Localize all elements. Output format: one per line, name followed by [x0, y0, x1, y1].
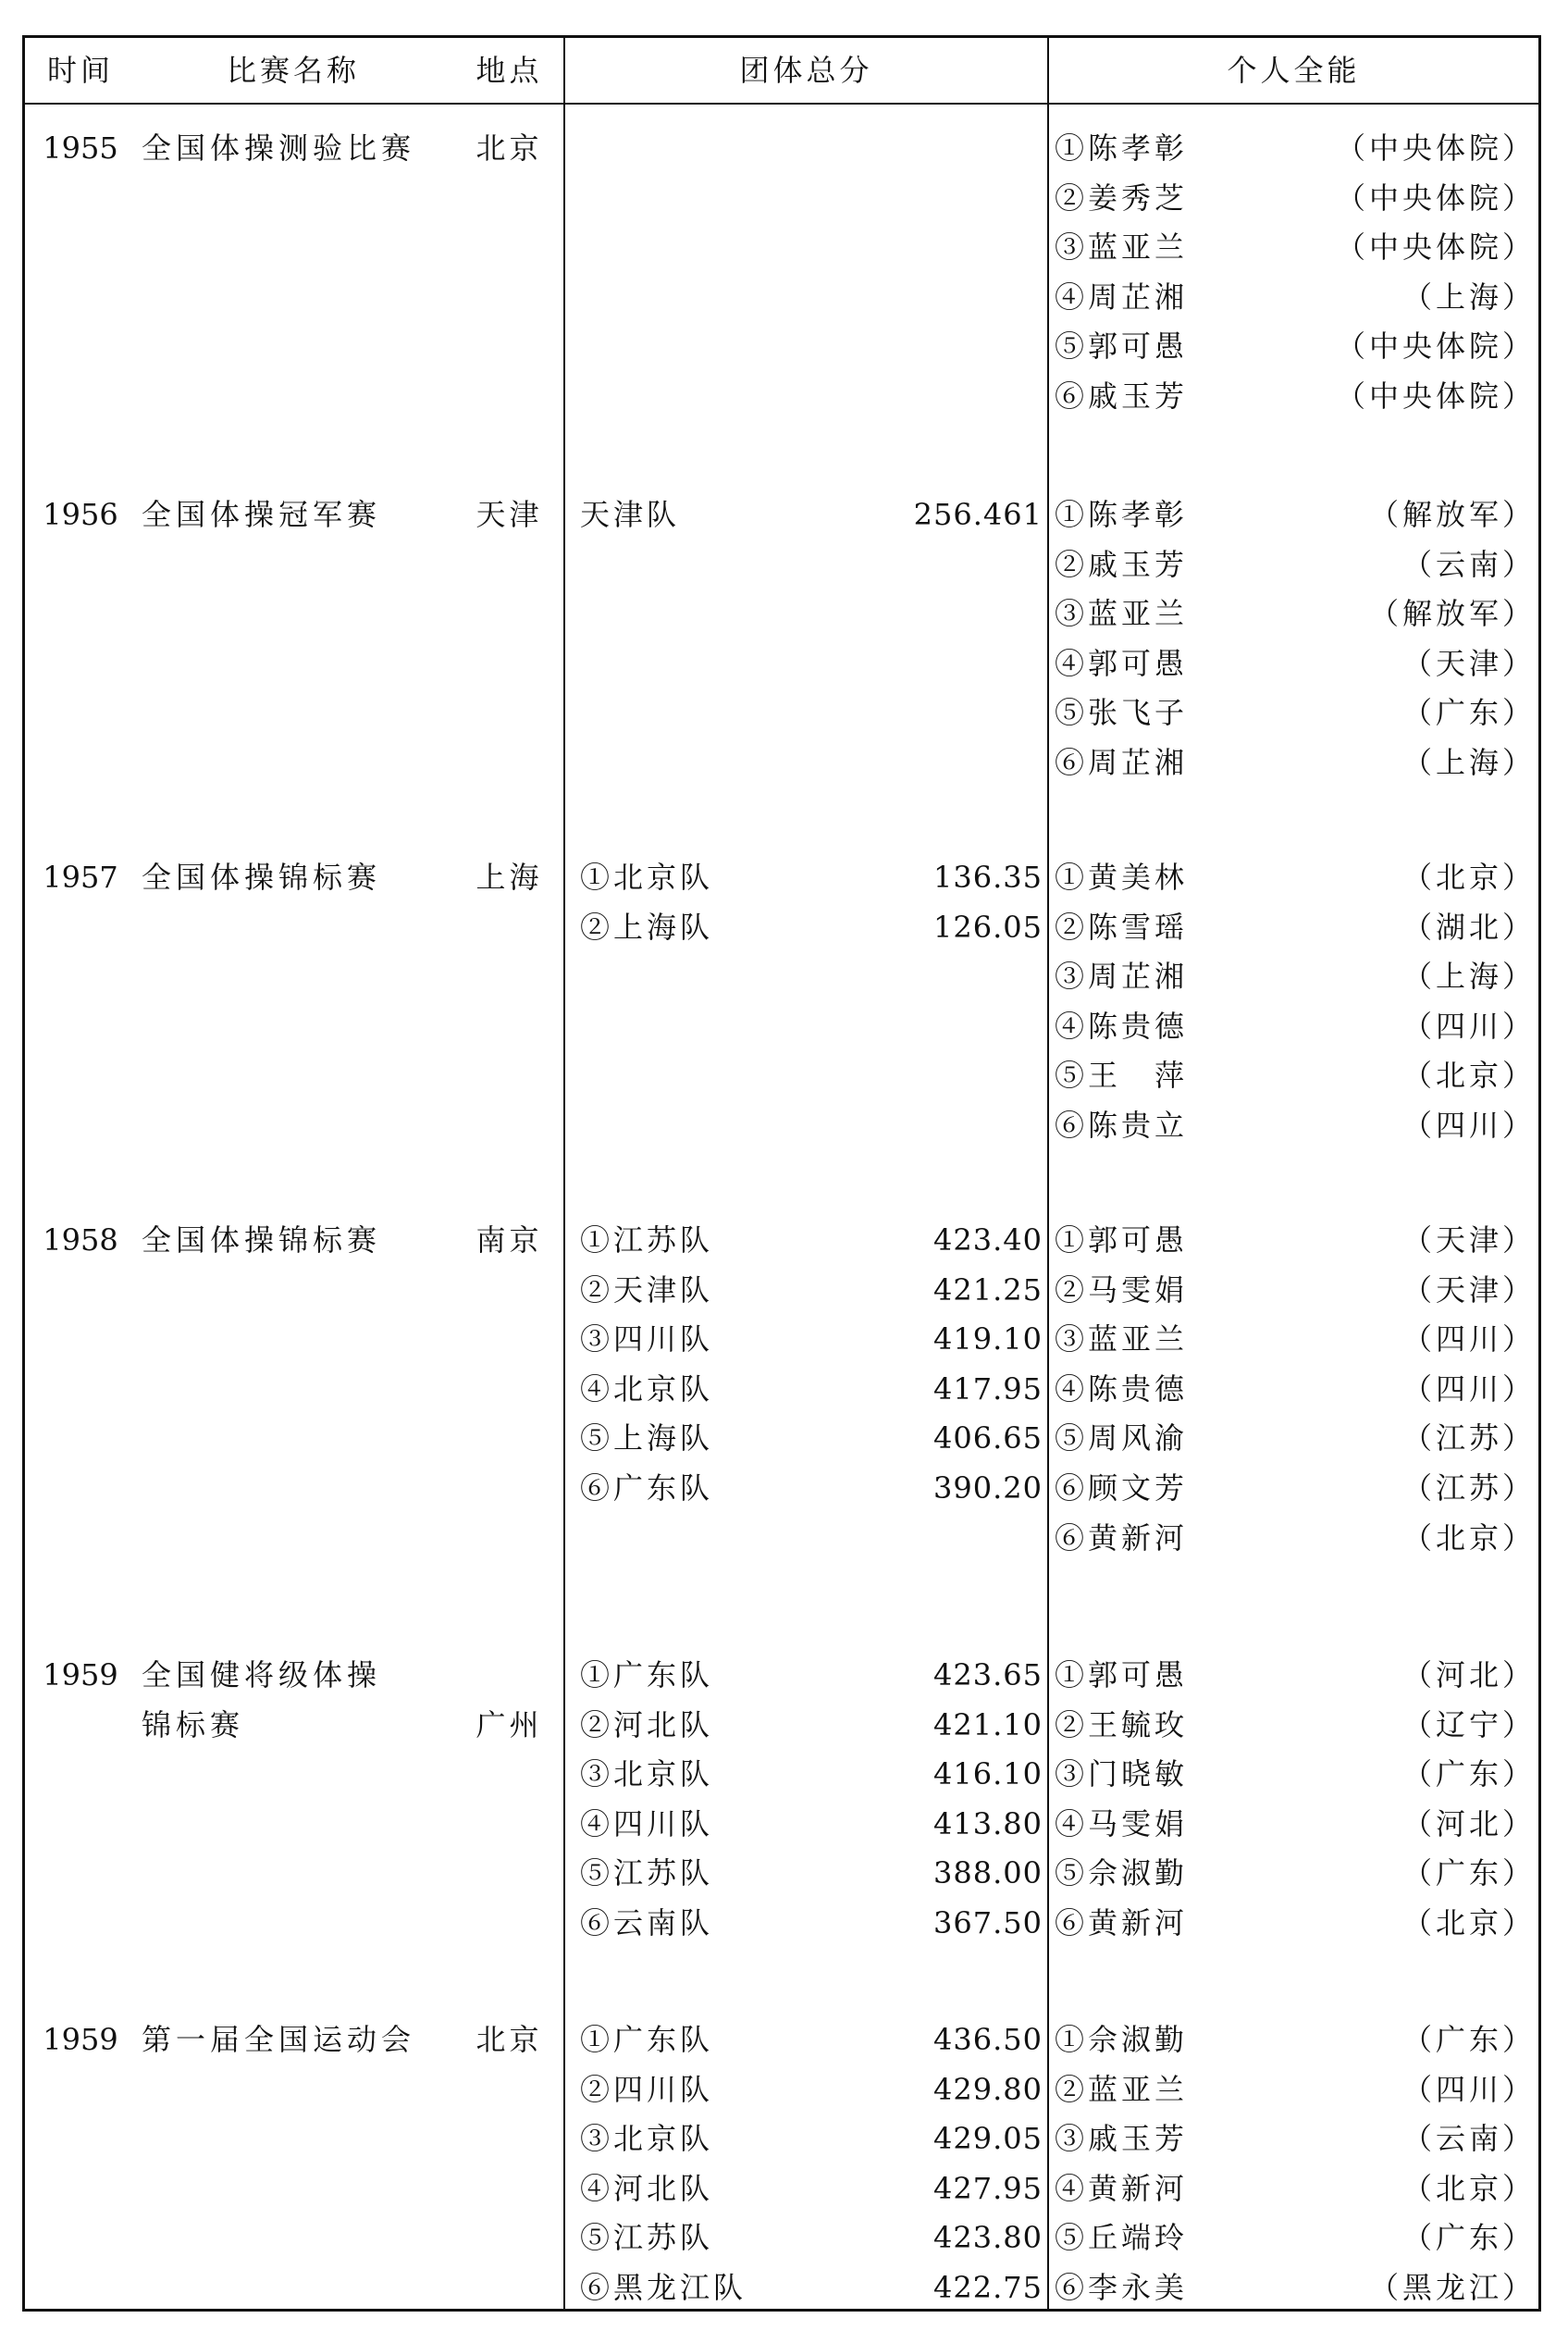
team-score: 429.80 [933, 2071, 1043, 2107]
athlete-unit: （中央体院） [1335, 378, 1536, 414]
athlete-unit: （广东） [1401, 1855, 1536, 1891]
team-name: ⑤上海队 [580, 1420, 714, 1457]
athlete-unit: （黑龙江） [1368, 2270, 1536, 2305]
team-name: ②上海队 [580, 909, 714, 945]
team-score: 126.05 [933, 909, 1043, 945]
athlete-name: ⑥周芷湘 [1055, 745, 1189, 780]
competition-location: 广州 [475, 1706, 543, 1742]
athlete-name: ⑥戚玉芳 [1055, 378, 1189, 414]
athlete-unit: （北京） [1401, 860, 1536, 895]
competition-name: 第一届全国运动会 [142, 2022, 416, 2057]
athlete-unit: （中央体院） [1335, 130, 1536, 166]
athlete-name: ①郭可愚 [1055, 1222, 1189, 1258]
athlete-unit: （中央体院） [1335, 229, 1536, 266]
athlete-name: ⑤佘淑勤 [1055, 1855, 1189, 1891]
athlete-unit: （中央体院） [1335, 180, 1536, 216]
athlete-name: ③蓝亚兰 [1055, 596, 1189, 632]
results-table [22, 35, 1541, 2312]
athlete-unit: （解放军） [1368, 497, 1536, 532]
team-name: ⑥广东队 [580, 1470, 714, 1506]
team-score: 367.50 [933, 1905, 1043, 1940]
competition-name: 锦标赛 [142, 1706, 245, 1742]
team-name: ①北京队 [580, 860, 714, 895]
competition-name: 全国体操锦标赛 [142, 860, 382, 895]
athlete-unit: （广东） [1401, 2220, 1536, 2256]
athlete-unit: （天津） [1401, 1222, 1536, 1258]
athlete-unit: （广东） [1401, 2022, 1536, 2057]
team-score: 416.10 [933, 1756, 1043, 1792]
team-name: ③四川队 [580, 1321, 714, 1357]
athlete-unit: （四川） [1401, 1008, 1536, 1044]
competition-location: 北京 [475, 130, 543, 166]
team-score: 421.25 [933, 1271, 1043, 1308]
athlete-name: ⑥黄新河 [1055, 1519, 1189, 1556]
team-name: ①广东队 [580, 1657, 714, 1692]
athlete-name: ⑥李永美 [1055, 2270, 1189, 2305]
athlete-name: ①陈孝彰 [1055, 497, 1189, 532]
athlete-unit: （北京） [1401, 2170, 1536, 2206]
header-all-around: 个人全能 [1227, 53, 1361, 88]
competition-location: 上海 [475, 860, 543, 895]
athlete-unit: （四川） [1401, 1321, 1536, 1357]
competition-year: 1959 [43, 1657, 118, 1692]
header-competition-name: 比赛名称 [226, 53, 360, 88]
athlete-name: ③蓝亚兰 [1055, 1321, 1189, 1357]
competition-name: 全国体操锦标赛 [142, 1222, 382, 1258]
athlete-unit: （中央体院） [1335, 329, 1536, 365]
athlete-name: ②戚玉芳 [1055, 546, 1189, 582]
athlete-name: ②蓝亚兰 [1055, 2071, 1189, 2107]
athlete-name: ⑤丘端玲 [1055, 2220, 1189, 2256]
header-team-total: 团体总分 [739, 53, 873, 88]
team-score: 429.05 [933, 2121, 1043, 2157]
team-score: 419.10 [933, 1321, 1043, 1357]
header-year: 时间 [46, 53, 114, 88]
team-score: 388.00 [933, 1855, 1043, 1891]
athlete-name: ①陈孝彰 [1055, 130, 1189, 166]
athlete-unit: （湖北） [1401, 909, 1536, 945]
header-location: 地点 [475, 53, 543, 88]
column-divider [1047, 38, 1049, 2309]
team-score: 417.95 [933, 1370, 1043, 1407]
column-divider [563, 38, 565, 2309]
team-score: 256.461 [913, 497, 1043, 532]
team-score: 423.80 [933, 2220, 1043, 2256]
athlete-name: ⑤王 萍 [1055, 1058, 1189, 1094]
athlete-name: ③周芷湘 [1055, 959, 1189, 995]
athlete-unit: （天津） [1401, 1271, 1536, 1308]
competition-year: 1959 [43, 2022, 118, 2057]
athlete-unit: （河北） [1401, 1805, 1536, 1841]
team-name: ②河北队 [580, 1706, 714, 1742]
team-name: ⑥云南队 [580, 1905, 714, 1940]
athlete-name: ①郭可愚 [1055, 1657, 1189, 1692]
competition-name: 全国健将级体操 [142, 1657, 382, 1692]
athlete-unit: （河北） [1401, 1657, 1536, 1692]
athlete-unit: （江苏） [1401, 1470, 1536, 1506]
athlete-name: ⑤郭可愚 [1055, 329, 1189, 365]
athlete-unit: （北京） [1401, 1905, 1536, 1940]
athlete-unit: （辽宁） [1401, 1706, 1536, 1742]
athlete-unit: （云南） [1401, 2121, 1536, 2157]
competition-year: 1955 [43, 130, 118, 166]
athlete-unit: （四川） [1401, 2071, 1536, 2107]
athlete-name: ①黄美林 [1055, 860, 1189, 895]
team-name: ④四川队 [580, 1805, 714, 1841]
athlete-name: ③戚玉芳 [1055, 2121, 1189, 2157]
athlete-name: ⑥黄新河 [1055, 1905, 1189, 1940]
team-score: 390.20 [933, 1470, 1043, 1506]
competition-name: 全国体操测验比赛 [142, 130, 416, 166]
athlete-unit: （江苏） [1401, 1420, 1536, 1457]
athlete-unit: （上海） [1401, 959, 1536, 995]
athlete-name: ④陈贵德 [1055, 1008, 1189, 1044]
team-name: ③北京队 [580, 2121, 714, 2157]
athlete-unit: （解放军） [1368, 596, 1536, 632]
competition-name: 全国体操冠军赛 [142, 497, 382, 532]
competition-location: 北京 [475, 2022, 543, 2057]
team-score: 423.65 [933, 1657, 1043, 1692]
athlete-unit: （天津） [1401, 645, 1536, 681]
team-name: ②四川队 [580, 2071, 714, 2107]
athlete-name: ④陈贵德 [1055, 1370, 1189, 1407]
athlete-name: ③蓝亚兰 [1055, 229, 1189, 266]
team-name: ①广东队 [580, 2022, 714, 2057]
athlete-name: ④周芷湘 [1055, 279, 1189, 315]
athlete-name: ⑤周风渝 [1055, 1420, 1189, 1457]
athlete-name: ④马雯娟 [1055, 1805, 1189, 1841]
athlete-name: ④郭可愚 [1055, 645, 1189, 681]
athlete-unit: （四川） [1401, 1108, 1536, 1143]
athlete-unit: （四川） [1401, 1370, 1536, 1407]
team-score: 406.65 [933, 1420, 1043, 1457]
competition-year: 1956 [43, 497, 118, 532]
athlete-unit: （上海） [1401, 745, 1536, 780]
athlete-name: ②陈雪瑶 [1055, 909, 1189, 945]
athlete-name: ③门晓敏 [1055, 1756, 1189, 1792]
team-score: 422.75 [933, 2270, 1043, 2305]
athlete-name: ②姜秀芝 [1055, 180, 1189, 216]
team-score: 427.95 [933, 2170, 1043, 2206]
team-score: 423.40 [933, 1222, 1043, 1258]
team-score: 413.80 [933, 1805, 1043, 1841]
team-score: 421.10 [933, 1706, 1043, 1742]
athlete-unit: （上海） [1401, 279, 1536, 315]
athlete-unit: （广东） [1401, 695, 1536, 731]
athlete-name: ②王毓玫 [1055, 1706, 1189, 1742]
team-name: ④北京队 [580, 1370, 714, 1407]
athlete-name: ⑥陈贵立 [1055, 1108, 1189, 1143]
athlete-name: ④黄新河 [1055, 2170, 1189, 2206]
athlete-name: ①佘淑勤 [1055, 2022, 1189, 2057]
team-name: ⑤江苏队 [580, 1855, 714, 1891]
team-score: 136.35 [933, 860, 1043, 895]
team-score: 436.50 [933, 2022, 1043, 2057]
athlete-unit: （广东） [1401, 1756, 1536, 1792]
competition-location: 南京 [475, 1222, 543, 1258]
athlete-name: ②马雯娟 [1055, 1271, 1189, 1308]
athlete-name: ⑥顾文芳 [1055, 1470, 1189, 1506]
team-name: ③北京队 [580, 1756, 714, 1792]
team-name: ①江苏队 [580, 1222, 714, 1258]
athlete-unit: （北京） [1401, 1519, 1536, 1556]
team-name: 天津队 [580, 497, 681, 532]
header-divider [25, 103, 1538, 105]
team-name: ②天津队 [580, 1271, 714, 1308]
team-name: ⑥黑龙江队 [580, 2270, 747, 2305]
team-name: ⑤江苏队 [580, 2220, 714, 2256]
competition-year: 1958 [43, 1222, 118, 1258]
athlete-unit: （云南） [1401, 546, 1536, 582]
competition-location: 天津 [475, 497, 543, 532]
competition-year: 1957 [43, 860, 118, 895]
athlete-name: ⑤张飞子 [1055, 695, 1189, 731]
team-name: ④河北队 [580, 2170, 714, 2206]
athlete-unit: （北京） [1401, 1058, 1536, 1094]
